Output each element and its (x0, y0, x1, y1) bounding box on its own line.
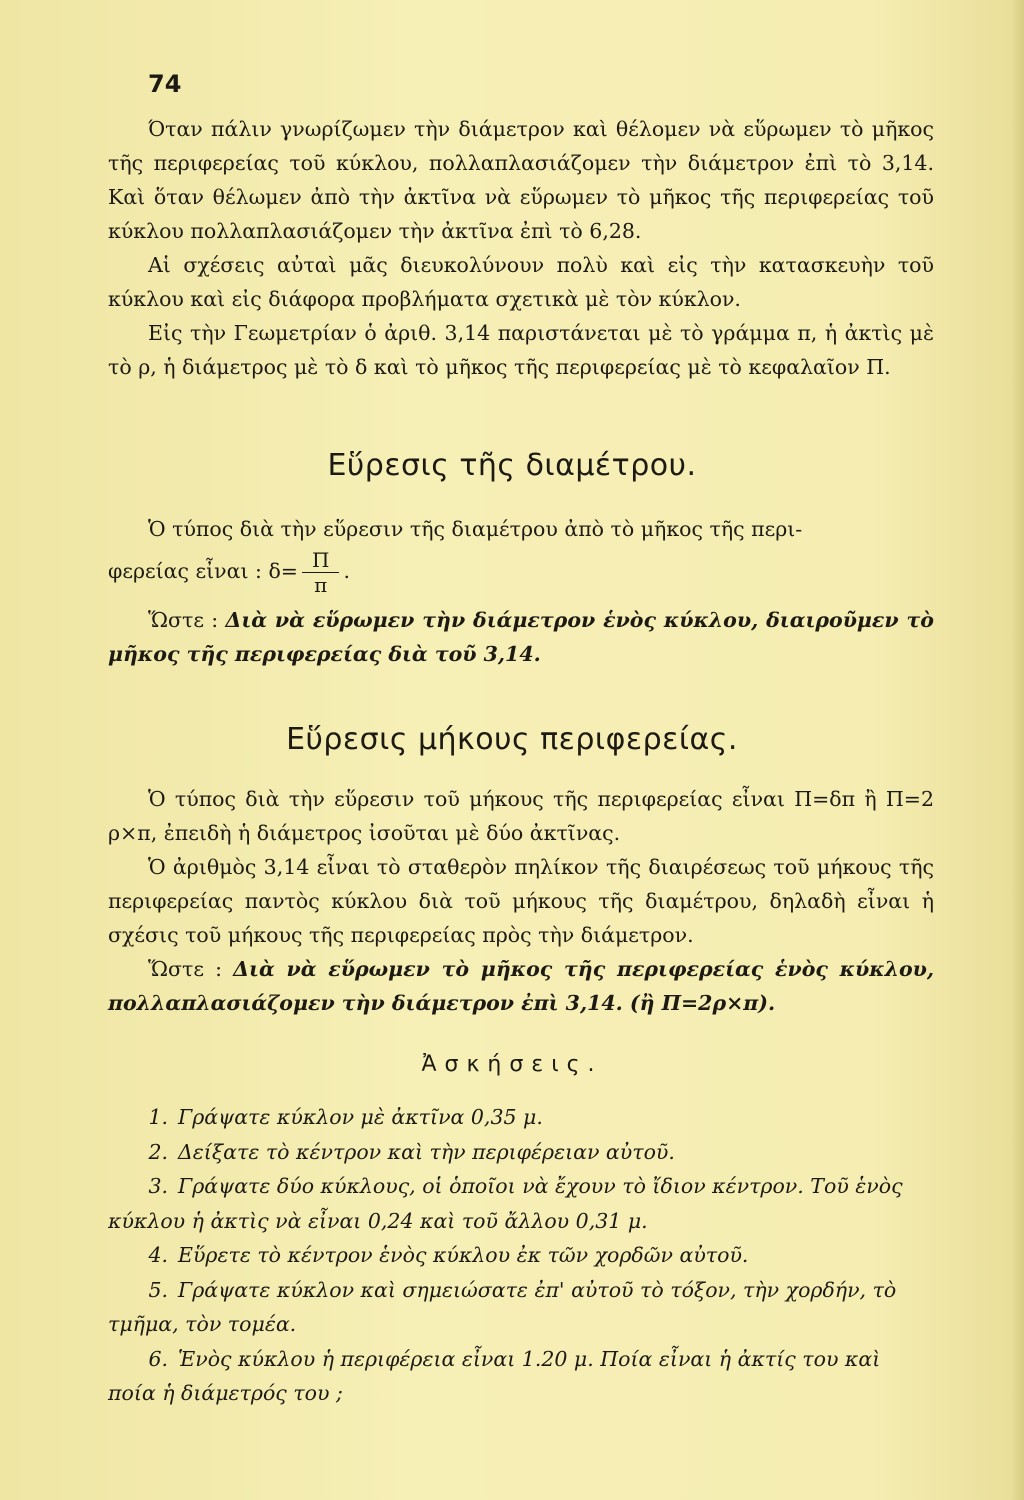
diameter-formula-text: φερείας εἶναι : δ= (108, 559, 298, 583)
exercise-number: 2. (148, 1139, 168, 1164)
fraction-denominator: π (314, 573, 328, 597)
diameter-formula-intro: Ὁ τύπος διὰ τὴν εὕρεσιν τῆς διαμέτρου ἀπὸ τὸ μῆκος τῆς περι- (148, 517, 803, 541)
circumference-rule-text: Διὰ νὰ εὕρωμεν τὸ μῆκος τῆς περιφερείας ἑνὸς κύκλου, πολλαπλασιάζομεν τὴν διάμετρον ἐπὶ 3,14. (ἢ Π=2ρ×π). (108, 957, 934, 1015)
exercise-text: Δείξατε τὸ κέντρον καὶ τὴν περιφέρειαν αὐτοῦ. (178, 1139, 675, 1164)
circumference-explanation: Ὁ ἀριθμὸς 3,14 εἶναι τὸ σταθερὸν πηλίκον τῆς διαιρέσεως τοῦ μήκους τῆς περιφερείας παντὸς κύκλου διὰ τοῦ μήκους τῆς διαμέτρου, δηλαδὴ εἶναι ἡ σχέσις τοῦ μήκους τῆς περιφερείας πρὸς τὴν διάμετρον. (108, 855, 934, 947)
exercise-item (108, 1169, 934, 1238)
diameter-rule-lead: Ὥστε : (148, 608, 226, 632)
exercise-text: Γράψατε κύκλον καὶ σημειώσατε ἐπ' αὐτοῦ τὸ τόξον, τὴν χορδήν, τὸ τμῆμα, τὸν τομέα. (108, 1277, 897, 1336)
diameter-rule-text: Διὰ νὰ εὕρωμεν τὴν διάμετρον ἑνὸς κύκλου, διαιροῦμεν τὸ μῆκος τῆς περιφερείας διὰ τοῦ 3,14. (108, 608, 934, 666)
diameter-section (108, 512, 934, 671)
exercise-text: Γράψατε κύκλον μὲ ἀκτῖνα 0,35 μ. (178, 1105, 543, 1129)
exercises-heading: Ἀσκήσεις. (421, 1052, 603, 1077)
exercise-list (108, 1100, 934, 1411)
exercise-number: 6. (148, 1346, 168, 1371)
exercise-item (108, 1342, 934, 1411)
section-heading-circumference: Εὕρεσις μήκους περιφερείας. (286, 722, 738, 757)
intro-paragraph-2: Αἱ σχέσεις αὐταὶ μᾶς διευκολύνουν πολὺ καὶ εἰς τὴν κατασκευὴν τοῦ κύκλου καὶ εἰς διάφορα προβλήματα σχετικὰ μὲ τὸν κύκλον. (108, 253, 934, 311)
section-heading-diameter: Εὕρεσις τῆς διαμέτρου. (327, 448, 697, 483)
circumference-formula: Ὁ τύπος διὰ τὴν εὕρεσιν τοῦ μήκους τῆς περιφερείας εἶναι Π=δπ ἢ Π=2 ρ×π, ἐπειδὴ ἡ διάμετρος ἰσοῦται μὲ δύο ἀκτῖνας. (108, 787, 934, 845)
fraction-numerator: Π (302, 548, 339, 573)
circumference-section (108, 782, 934, 1020)
exercise-number: 4. (148, 1243, 168, 1267)
exercise-item (108, 1100, 934, 1135)
exercise-item (108, 1238, 934, 1273)
intro-paragraph-3: Εἰς τὴν Γεωμετρίαν ὁ ἀριθ. 3,14 παριστάνεται μὲ τὸ γράμμα π, ἡ ἀκτὶς μὲ τὸ ρ, ἡ διάμετρος μὲ τὸ δ καὶ τὸ μῆκος τῆς περιφερείας μὲ τὸ κεφαλαῖον Π. (108, 321, 934, 379)
circumference-rule (108, 952, 934, 1020)
page-number: 74 (148, 70, 182, 98)
exercise-number: 5. (148, 1277, 168, 1302)
diameter-formula-line: φερείας εἶναι : δ= $\frac{\Pi}{\pi}$ . (108, 548, 350, 597)
exercise-text: Γράψατε δύο κύκλους, οἱ ὁποῖοι νὰ ἔχουν τὸ ἴδιον κέντρον. Τοῦ ἑνὸς κύκλου ἡ ἀκτὶς νὰ εἶναι 0,24 καὶ τοῦ ἄλλου 0,31 μ. (108, 1174, 903, 1233)
exercise-number: 1. (148, 1105, 168, 1129)
exercise-number: 3. (148, 1174, 168, 1198)
circumference-rule-lead: Ὥστε : (148, 957, 234, 981)
intro-paragraph-1: Όταν πάλιν γνωρίζωμεν τὴν διάμετρον καὶ θέλομεν νὰ εὕρωμεν τὸ μῆκος τῆς περιφερείας τοῦ κύκλου, πολλαπλασιάζομεν τὴν διάμετρον ἐπὶ τὸ 3,14. Καὶ ὅταν θέλωμεν ἀπὸ τὴν ἀκτῖνα νὰ εὕρωμεν τὸ μῆκος τῆς περιφερείας τοῦ κύκλου πολλαπλασιάζομεν τὴν ἀκτῖνα ἐπὶ τὸ 6,28. (108, 117, 934, 243)
exercise-item (108, 1273, 934, 1342)
exercise-text: Εὕρετε τὸ κέντρον ἑνὸς κύκλου ἐκ τῶν χορδῶν αὐτοῦ. (178, 1243, 749, 1267)
formula-fraction (302, 548, 339, 597)
diameter-rule (108, 603, 934, 671)
exercise-item (108, 1135, 934, 1170)
exercise-text: Ἑνὸς κύκλου ἡ περιφέρεια εἶναι 1.20 μ. Ποία εἶναι ἡ ἀκτίς του καὶ ποία ἡ διάμετρός του ; (108, 1346, 881, 1405)
intro-text (108, 112, 934, 384)
